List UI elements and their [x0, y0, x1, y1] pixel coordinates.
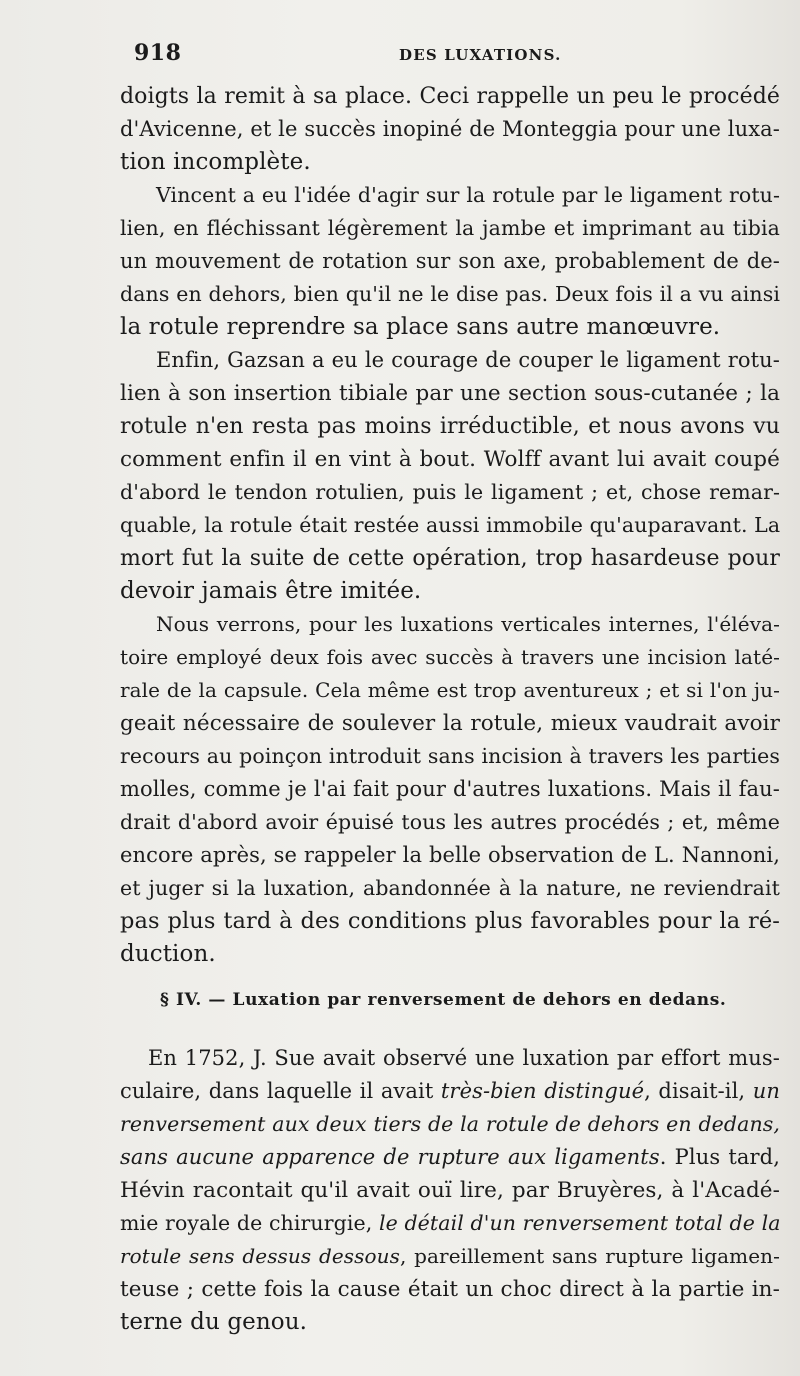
- text-line: molles, comme je l'ai fait pour d'autres luxations. Mais il fau-: [120, 777, 780, 801]
- text-line: la rotule reprendre sa place sans autre manœuvre.: [120, 314, 721, 340]
- text-line: et juger si la luxation, abandonnée à la nature, ne reviendrait: [120, 876, 780, 900]
- text-line: rotule n'en resta pas moins irréductible, et nous avons vu: [120, 414, 780, 439]
- text-line: d'Avicenne, et le succès inopiné de Monteggia pour une luxa-: [120, 117, 780, 141]
- text-line: rotule sens dessus dessous, pareillement sans rupture ligamen-: [120, 1244, 780, 1268]
- text-line: lien, en fléchissant légèrement la jambe et imprimant au tibia: [120, 216, 780, 240]
- text-line: renversement aux deux tiers de la rotule de dehors en dedans,: [120, 1112, 780, 1136]
- text-line: duction.: [120, 941, 216, 967]
- running-head: DES LUXATIONS.: [399, 46, 562, 64]
- text-line: terne du genou.: [120, 1309, 308, 1335]
- text-line: un mouvement de rotation sur son axe, probablement de de-: [120, 249, 780, 273]
- text-line: rale de la capsule. Cela même est trop aventureux ; et si l'on ju-: [120, 678, 780, 702]
- text-line: toire employé deux fois avec succès à travers une incision laté-: [120, 645, 780, 669]
- text-line: tion incomplète.: [120, 149, 311, 175]
- section-body: [120, 1042, 780, 1339]
- text-line: teuse ; cette fois la cause était un choc direct à la partie in-: [120, 1277, 780, 1302]
- text-line: encore après, se rappeler la belle observation de L. Nannoni,: [120, 843, 780, 867]
- section-heading: § IV. — Luxation par renversement de dehors en dedans.: [160, 990, 727, 1010]
- text-line: devoir jamais être imitée.: [120, 578, 422, 604]
- text-line: culaire, dans laquelle il avait très-bien distingué, disait-il, un: [120, 1079, 780, 1103]
- page-header: [134, 40, 774, 70]
- text-line: mort fut la suite de cette opération, trop hasardeuse pour: [120, 546, 780, 571]
- text-line: En 1752, J. Sue avait observé une luxation par effort mus-: [148, 1046, 780, 1070]
- text-line: comment enfin il en vint à bout. Wolff avant lui avait coupé: [120, 447, 780, 472]
- text-line: Nous verrons, pour les luxations verticales internes, l'éléva-: [156, 612, 780, 636]
- text-line: doigts la remit à sa place. Ceci rappelle un peu le procédé: [120, 84, 780, 109]
- text-line: sans aucune apparence de rupture aux ligaments. Plus tard,: [120, 1145, 780, 1169]
- text-line: mie royale de chirurgie, le détail d'un renversement total de la: [120, 1211, 781, 1235]
- text-line: recours au poinçon introduit sans incision à travers les parties: [120, 744, 780, 768]
- text-line: Hévin racontait qu'il avait ouï lire, par Bruyères, à l'Acadé-: [120, 1178, 780, 1203]
- text-line: Vincent a eu l'idée d'agir sur la rotule par le ligament rotu-: [156, 183, 780, 207]
- text-line: Enfin, Gazsan a eu le courage de couper le ligament rotu-: [156, 348, 780, 372]
- text-line: dans en dehors, bien qu'il ne le dise pas. Deux fois il a vu ainsi: [120, 282, 780, 306]
- text-line: pas plus tard à des conditions plus favorables pour la ré-: [120, 908, 780, 934]
- text-line: drait d'abord avoir épuisé tous les autres procédés ; et, même: [120, 810, 780, 834]
- body-text: [120, 80, 780, 971]
- text-line: d'abord le tendon rotulien, puis le ligament ; et, chose remar-: [120, 480, 780, 504]
- text-line: geait nécessaire de soulever la rotule, mieux vaudrait avoir: [120, 711, 780, 736]
- text-line: quable, la rotule était restée aussi immobile qu'auparavant. La: [120, 513, 781, 537]
- page-number: 918: [134, 40, 182, 66]
- text-line: lien à son insertion tibiale par une section sous-cutanée ; la: [120, 381, 780, 406]
